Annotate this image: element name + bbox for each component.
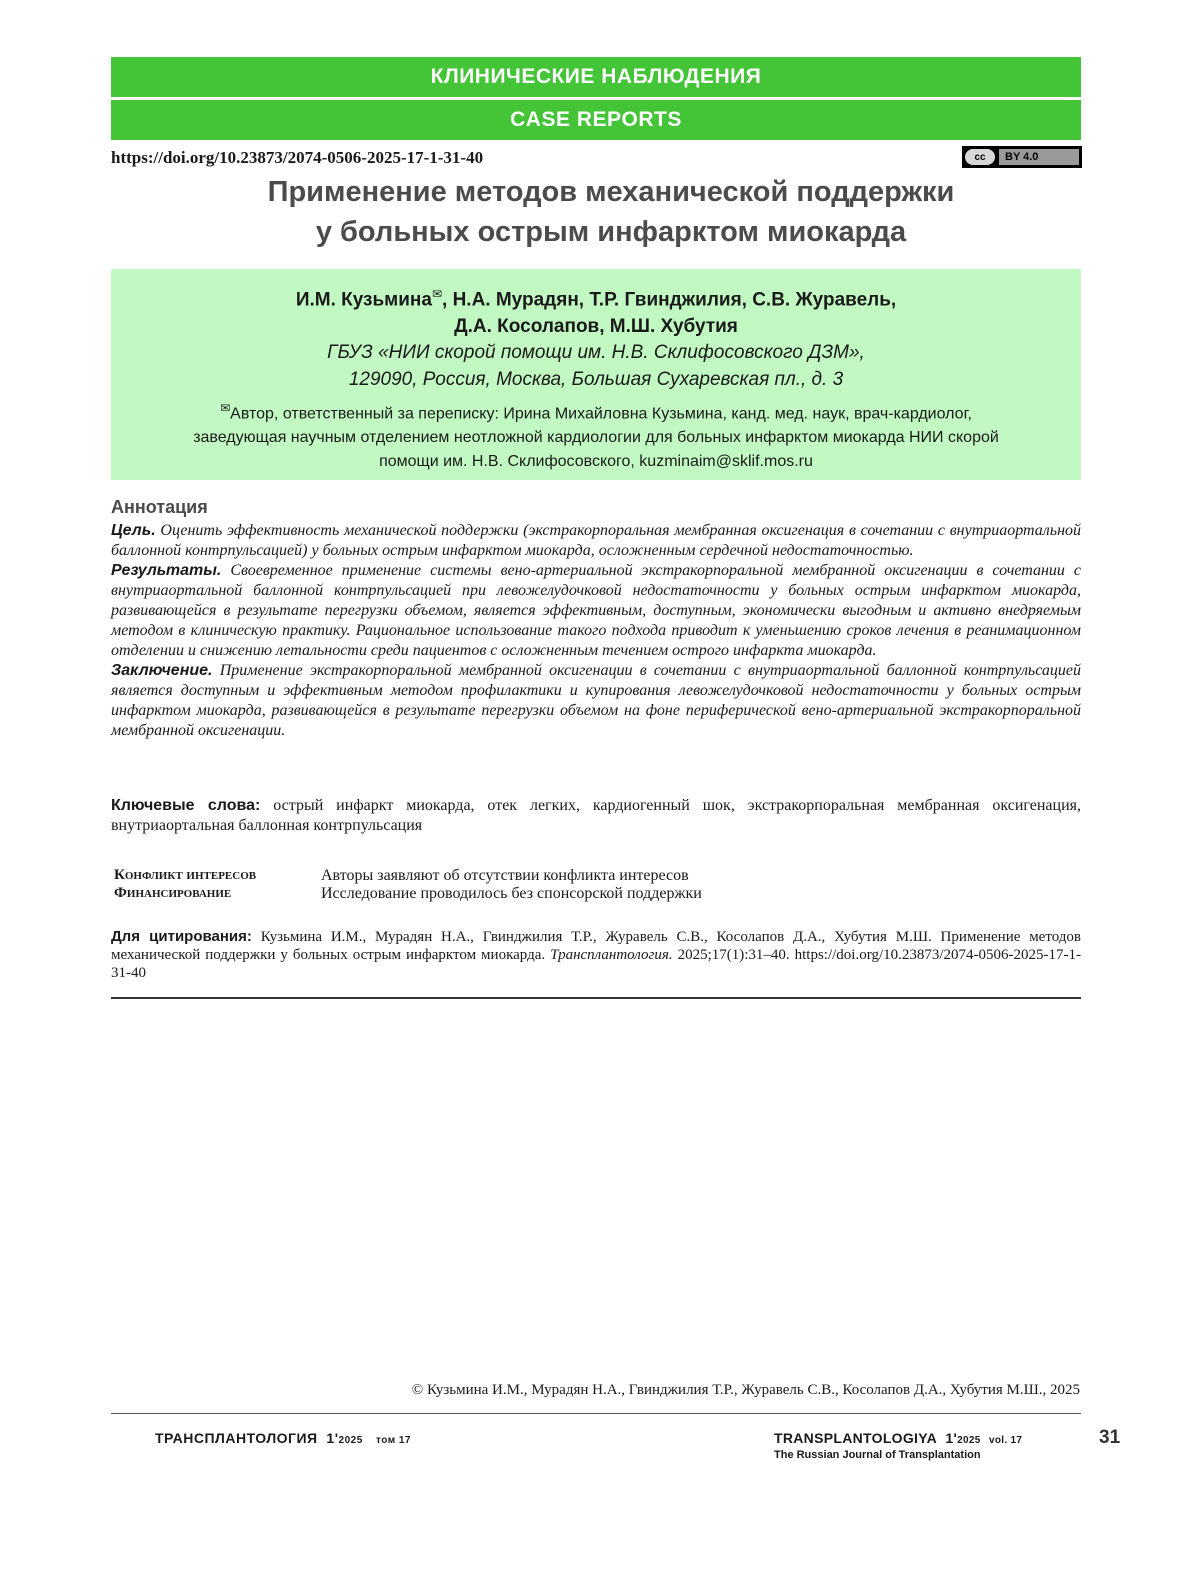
- funding-value: Исследование проводилось без спонсорской поддержки: [321, 885, 702, 902]
- funding-label: Финансирование: [114, 885, 232, 901]
- copyright: © Кузьмина И.М., Мурадян Н.А., Гвинджилия Т.Р., Журавель С.В., Косолапов Д.А., Хубутия М.Ш., 2025: [411, 1382, 1080, 1398]
- footer-divider: [111, 1413, 1081, 1414]
- aim-text: Оценить эффективность механической поддержки (экстракорпоральная мембранная оксигенация в сочетании с внутриаортальной баллонной контрпульсацией) у больных острым инфарктом миокарда, осложненным сердечной недостаточностью.: [111, 522, 1081, 559]
- envelope-icon: ✉: [431, 287, 443, 301]
- abstract-heading: Аннотация: [111, 497, 208, 517]
- abstract-aim: [111, 521, 1081, 561]
- keywords-label: Ключевые слова:: [111, 797, 261, 814]
- title-line-2: у больных острым инфарктом миокарда: [315, 216, 907, 248]
- section-banner-ru: КЛИНИЧЕСКИЕ НАБЛЮДЕНИЯ: [111, 57, 1081, 97]
- correspondence-line-3: помощи им. Н.В. Склифосовского, kuzminaim@sklif.mos.ru: [379, 453, 813, 471]
- abstract: [111, 521, 1081, 741]
- doi-link[interactable]: https://doi.org/10.23873/2074-0506-2025-17-1-31-40: [111, 148, 484, 167]
- envelope-icon: ✉: [220, 401, 231, 415]
- correspondence-text-1: Автор, ответственный за переписку: Ирина Михайловна Кузьмина, канд. мед. наук, врач-кардиолог,: [230, 405, 972, 423]
- citation: [111, 928, 1081, 982]
- journal-name-en: TRANSPLANTOLOGIYA: [774, 1430, 938, 1446]
- citation-label: Для цитирования:: [111, 928, 252, 945]
- title-line-1: Применение методов механической поддержки: [267, 176, 955, 208]
- abstract-results: [111, 561, 1081, 661]
- correspondence-line-1: [111, 396, 1081, 426]
- correspondence-line-2: заведующая научным отделением неотложной кардиологии для больных инфарктом миокарда НИИ скорой: [193, 429, 999, 447]
- authors: [111, 281, 1081, 340]
- footer-journal-en: [774, 1430, 1022, 1446]
- issue-en: 1': [945, 1430, 958, 1446]
- section-banner-en: CASE REPORTS: [111, 100, 1081, 140]
- authors-box: [111, 269, 1081, 480]
- keywords-text: острый инфаркт миокарда, отек легких, кардиогенный шок, экстракорпоральная мембранная оксигенация, внутриаортальная баллонная контрпульсация: [111, 797, 1081, 834]
- journal-name-ru: ТРАНСПЛАНТОЛОГИЯ: [155, 1430, 318, 1446]
- affiliation-line-1: ГБУЗ «НИИ скорой помощи им. Н.В. Склифосовского ДЗМ»,: [327, 342, 865, 363]
- authors-line-1: [111, 281, 1081, 313]
- divider: [111, 997, 1081, 999]
- authors-line-1-rest: , Н.А. Мурадян, Т.Р. Гвинджилия, С.В. Журавель,: [442, 289, 897, 311]
- volume-en: vol. 17: [988, 1435, 1023, 1446]
- citation-text-b: 2025;17(1):31–40. https://doi.org/10.23873/2074-0506-2025-17-1-31-40: [111, 947, 1081, 981]
- issue-ru: 1': [326, 1430, 339, 1446]
- authors-line-2: Д.А. Косолапов, М.Ш. Хубутия: [454, 316, 738, 338]
- aim-label: Цель.: [111, 522, 156, 539]
- footer-journal-ru: [155, 1430, 411, 1446]
- license-badge[interactable]: [962, 146, 1082, 168]
- page-number: 31: [1099, 1427, 1121, 1448]
- results-text: Своевременное применение системы вено-артериальной экстракорпоральной мембранной оксигенации в сочетании с внутриаортальной баллонной контрпульсацией при левожелудочковой недостаточности у больных острым инфарктом миокарда, развивающейся в результате перегрузки объемом, является эффективным, доступным, экономически выгодным и активно внедряемым методом в клиническую практику. Рациональное использование такого подхода приводит к уменьшению сроков лечения в реанимационном отделении и снижению летальности среди пациентов с осложненным течением острого инфаркта миокарда.: [111, 562, 1081, 659]
- year-en: 2025: [957, 1435, 981, 1446]
- year-ru: 2025: [338, 1435, 363, 1446]
- citation-text-a: Кузьмина И.М., Мурадян Н.А., Гвинджилия Т.Р., Журавель С.В., Косолапов Д.А., Хубутия М.Ш. Применение методов механической поддержки у больных острым инфарктом миокарда.: [111, 929, 1081, 963]
- conclusion-label: Заключение.: [111, 662, 213, 679]
- volume-ru: том 17: [375, 1435, 411, 1446]
- results-label: Результаты.: [111, 562, 222, 579]
- footer-journal-en-sub: The Russian Journal of Transplantation: [774, 1449, 981, 1461]
- affiliation-line-2: 129090, Россия, Москва, Большая Сухаревская пл., д. 3: [348, 369, 844, 390]
- correspondence: [111, 396, 1081, 474]
- citation-journal: Трансплантология.: [550, 947, 673, 963]
- conclusion-text: Применение экстракорпоральной мембранной оксигенации в сочетании с внутриаортальной баллонной контрпульсацией является доступным и эффективным методом профилактики и купирования левожелудочковой недостаточности у больных острым инфарктом миокарда, развивающейся в результате перегрузки объемом на фоне периферической вено-артериальной экстракорпоральной мембранной оксигенации.: [111, 662, 1081, 739]
- affiliation: [111, 339, 1081, 393]
- article-title: [111, 172, 1111, 252]
- cc-logo-icon: cc: [965, 149, 995, 165]
- corresponding-author: И.М. Кузьмина: [295, 289, 432, 311]
- keywords: [111, 796, 1081, 836]
- license-text: BY 4.0: [999, 149, 1079, 165]
- conflict-value: Авторы заявляют об отсутствии конфликта интересов: [321, 867, 689, 884]
- conflict-label: Конфликт интересов: [114, 867, 257, 883]
- abstract-conclusion: [111, 661, 1081, 741]
